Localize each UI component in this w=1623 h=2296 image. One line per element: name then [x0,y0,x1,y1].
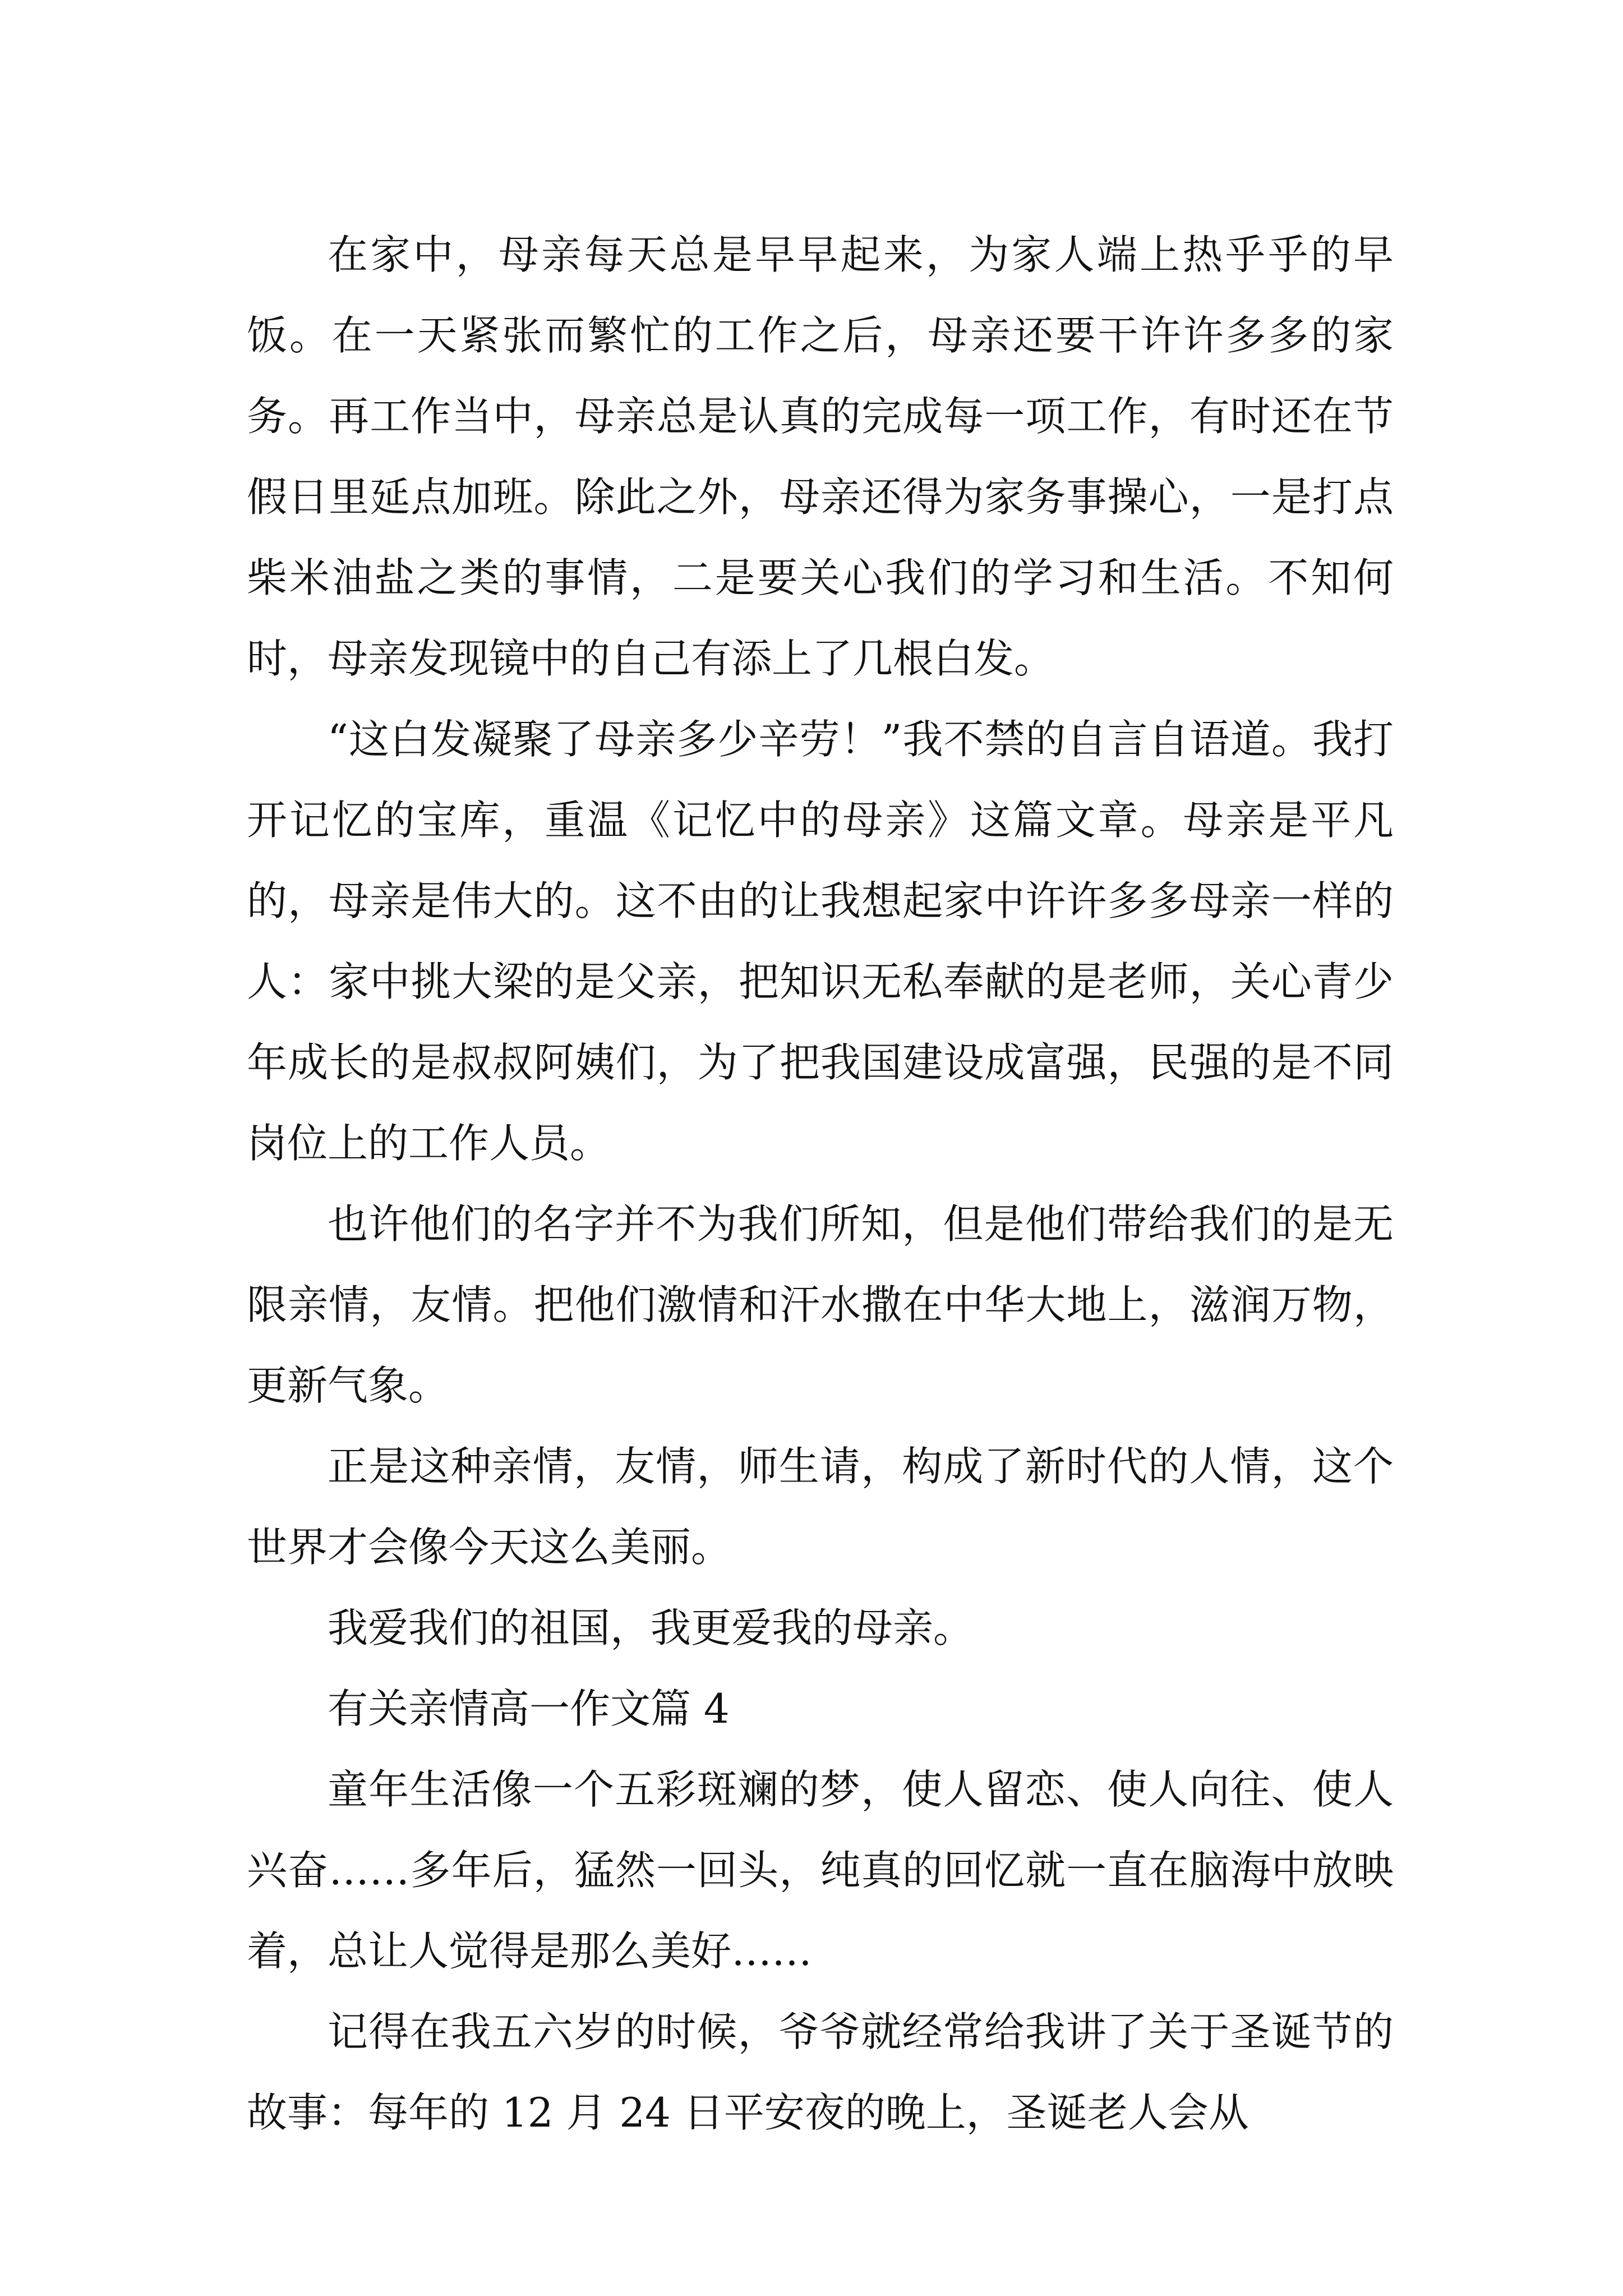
paragraph: 在家中，母亲每天总是早早起来，为家人端上热乎乎的早饭。在一天紧张而繁忙的工作之后，母亲还要干许许多多的家务。再工作当中，母亲总是认真的完成每一项工作，有时还在节假日里延点加班。除此之外，母亲还得为家务事操心，一是打点柴米油盐之类的事情，二是要关心我们的学习和生活。不知何时，母亲发现镜中的自己有添上了几根白发。 [247,231,1394,682]
paragraph: 正是这种亲情，友情，师生请，构成了新时代的人情，这个世界才会像今天这么美丽。 [247,1443,1394,1571]
paragraph: 童年生活像一个五彩斑斓的梦，使人留恋、使人向往、使人兴奋……多年后，猛然一回头，纯真的回忆就一直在脑海中放映着，总让人觉得是那么美好…… [247,1766,1394,1975]
document-body [247,214,1394,2153]
paragraph: 也许他们的名字并不为我们所知，但是他们带给我们的是无限亲情，友情。把他们激情和汗水撒在中华大地上，滋润万物，更新气象。 [247,1200,1394,1409]
paragraph: “这白发凝聚了母亲多少辛劳！”我不禁的自言自语道。我打开记忆的宝库，重温《记忆中的母亲》这篇文章。母亲是平凡的，母亲是伟大的。这不由的让我想起家中许许多多母亲一样的人：家中挑大梁的是父亲，把知识无私奉献的是老师，关心青少年成长的是叔叔阿姨们，为了把我国建设成富强，民强的是不同岗位上的工作人员。 [247,716,1394,1167]
section-heading: 有关亲情高一作文篇 4 [328,1685,730,1732]
paragraph: 记得在我五六岁的时候，爷爷就经常给我讲了关于圣诞节的故事：每年的 12 月 24 日平安夜的晚上，圣诞老人会从 [247,2008,1394,2136]
paragraph: 我爱我们的祖国，我更爱我的母亲。 [328,1604,974,1651]
